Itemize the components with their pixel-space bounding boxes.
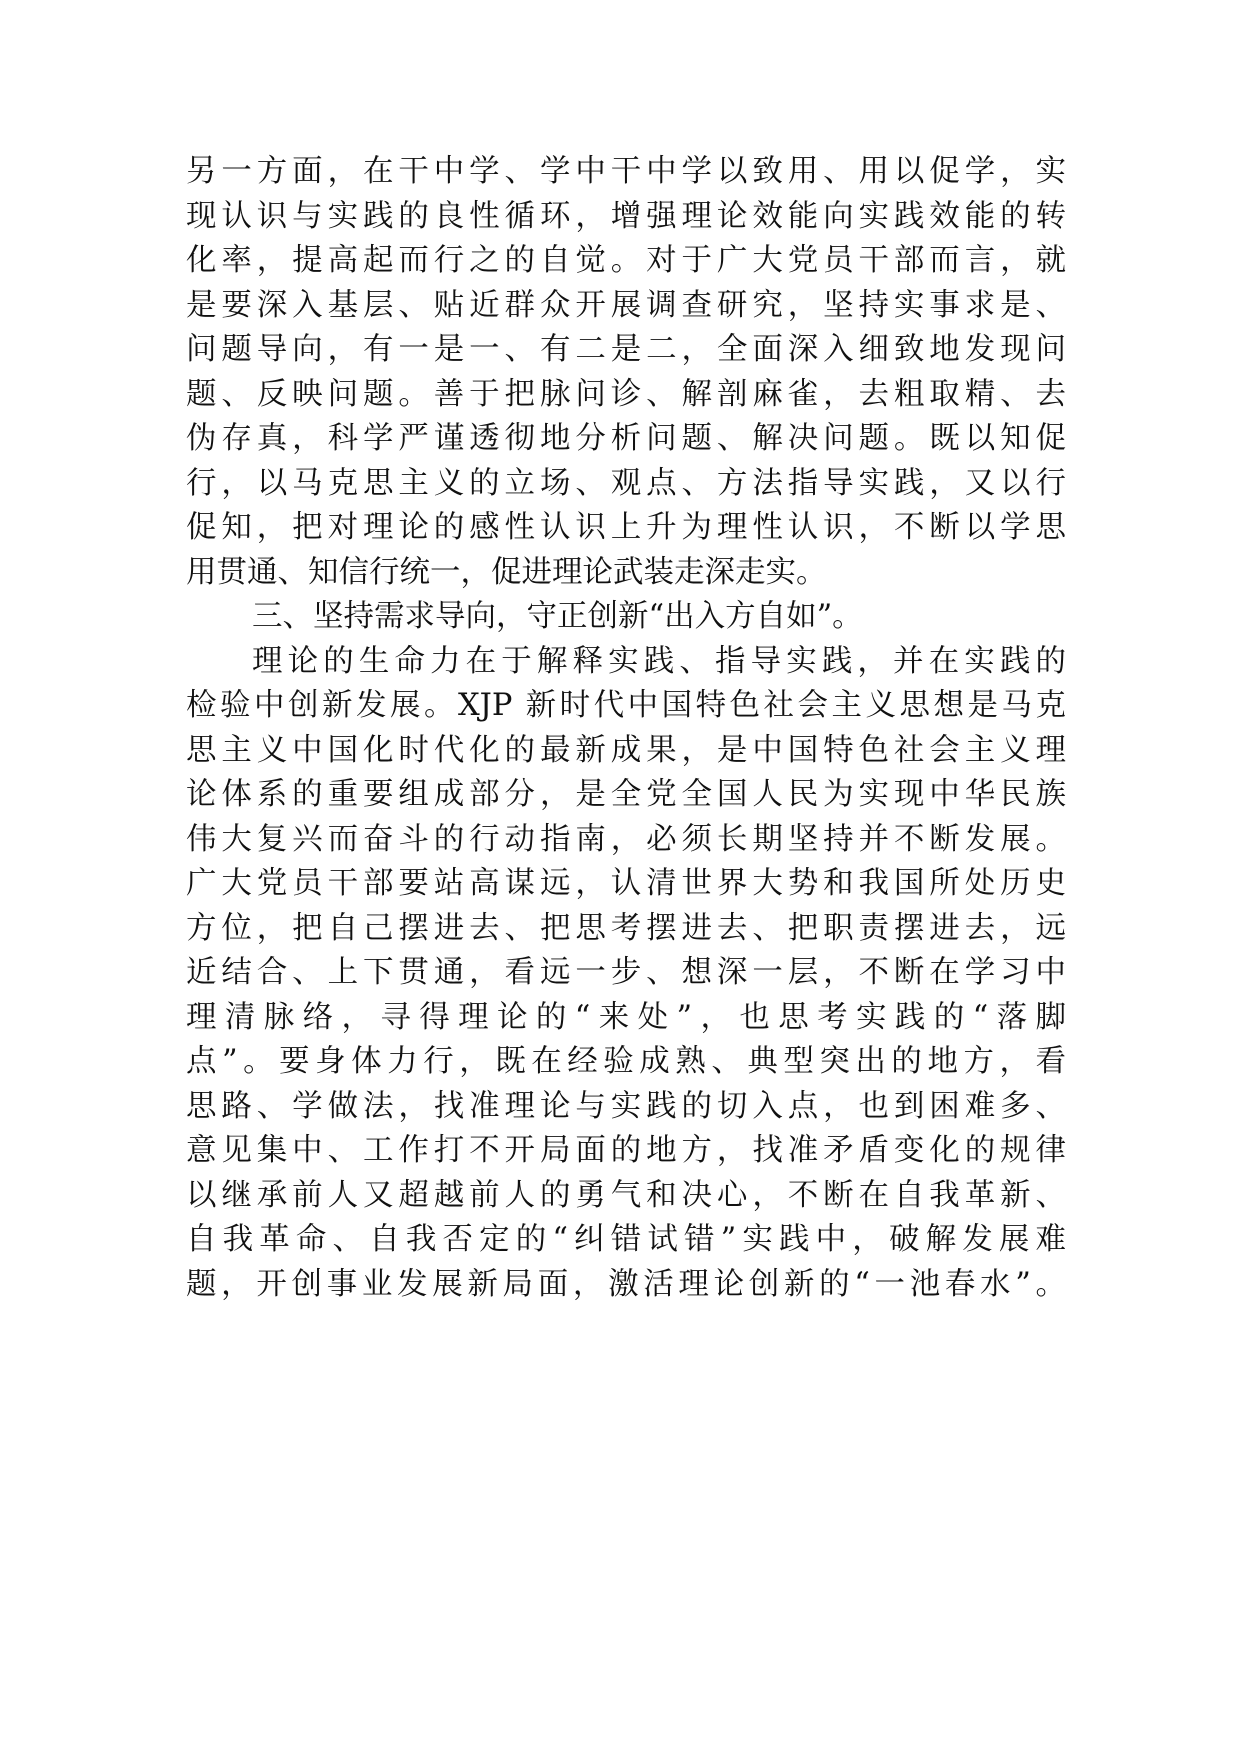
text-line: 意见集中、工作打不开局面的地方，找准矛盾变化的规律 bbox=[186, 1133, 1066, 1168]
text-line: 论体系的重要组成部分，是全党全国人民为实现中华民族 bbox=[186, 777, 1066, 812]
text-line: 促知，把对理论的感性认识上升为理性认识，不断以学思 bbox=[186, 510, 1066, 545]
text-line: 化率，提高起而行之的自觉。对于广大党员干部而言，就 bbox=[186, 243, 1066, 278]
text-line: 现认识与实践的良性循环，增强理论效能向实践效能的转 bbox=[186, 198, 1066, 234]
text-line: 伪存真，科学严谨透彻地分析问题、解决问题。既以知促 bbox=[186, 421, 1066, 456]
section-heading: 三、坚持需求导向，守正创新“出入方自如”。 bbox=[252, 599, 863, 634]
body-text bbox=[186, 150, 1066, 1307]
text-line: 行，以马克思主义的立场、观点、方法指导实践，又以行 bbox=[186, 465, 1066, 501]
text-line: 问题导向，有一是一、有二是二，全面深入细致地发现问 bbox=[186, 332, 1066, 367]
text-line: 伟大复兴而奋斗的行动指南，必须长期坚持并不断发展。 bbox=[186, 821, 1066, 857]
text-line: 思路、学做法，找准理论与实践的切入点，也到困难多、 bbox=[186, 1088, 1066, 1124]
text-line: 以继承前人又超越前人的勇气和决心，不断在自我革新、 bbox=[186, 1177, 1066, 1213]
text-line: 近结合、上下贯通，看远一步、想深一层，不断在学习中 bbox=[186, 955, 1066, 990]
text-line: 自我革命、自我否定的“纠错试错”实践中，破解发展难 bbox=[186, 1222, 1066, 1257]
text-line: 是要深入基层、贴近群众开展调查研究，坚持实事求是、 bbox=[186, 287, 1066, 323]
text-line: 理清脉络，寻得理论的“来处”，也思考实践的“落脚 bbox=[186, 999, 1066, 1035]
text-line: 题、反映问题。善于把脉问诊、解剖麻雀，去粗取精、去 bbox=[186, 376, 1066, 412]
text-line: 点”。要身体力行，既在经验成熟、典型突出的地方，看 bbox=[186, 1044, 1066, 1079]
text-line: 检验中创新发展。XJP 新时代中国特色社会主义思想是马克 bbox=[186, 688, 1066, 723]
text-line: 方位，把自己摆进去、把思考摆进去、把职责摆进去，远 bbox=[186, 910, 1066, 946]
text-line: 另一方面，在干中学、学中干中学以致用、用以促学，实 bbox=[186, 154, 1066, 189]
text-line: 思主义中国化时代化的最新成果，是中国特色社会主义理 bbox=[186, 732, 1066, 768]
text-line: 理论的生命力在于解释实践、指导实践，并在实践的 bbox=[252, 643, 1066, 679]
text-line: 题，开创事业发展新局面，激活理论创新的“一池春水”。 bbox=[186, 1266, 1066, 1302]
text-line: 用贯通、知信行统一，促进理论武装走深走实。 bbox=[186, 554, 827, 590]
text-line: 广大党员干部要站高谋远，认清世界大势和我国所处历史 bbox=[186, 866, 1066, 901]
